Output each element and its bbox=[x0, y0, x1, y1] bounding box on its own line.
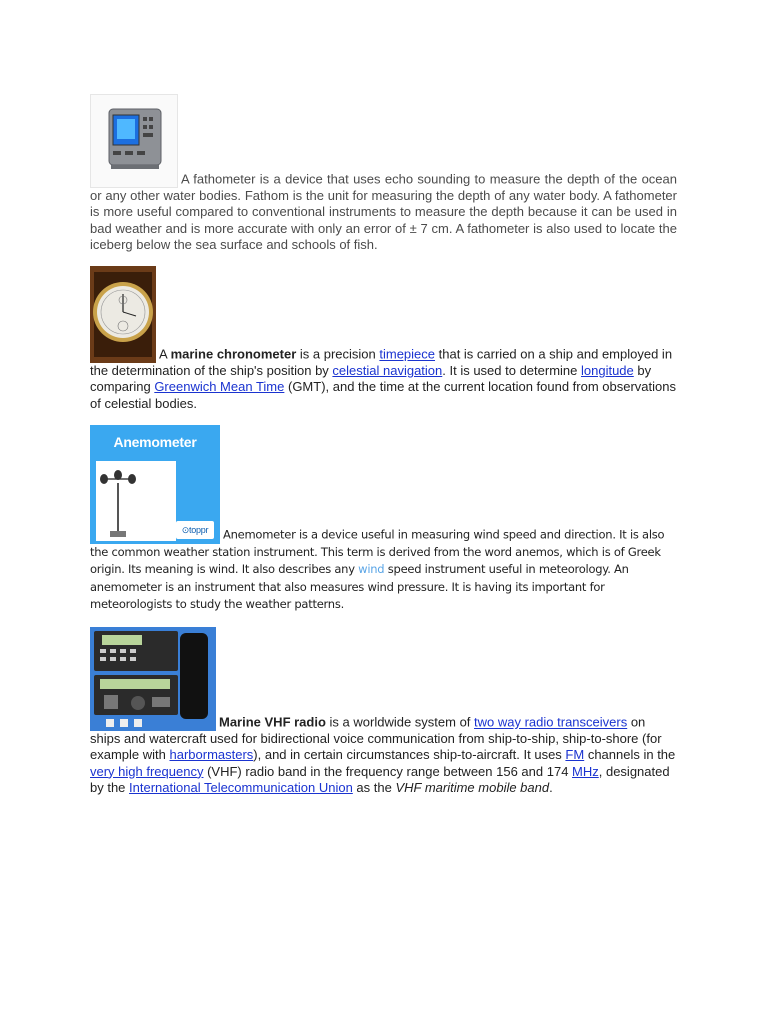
text-run: channels in the bbox=[584, 747, 676, 763]
anemometer-paragraph bbox=[90, 425, 677, 614]
text-run: . bbox=[549, 779, 553, 795]
vhf-section bbox=[90, 627, 677, 796]
anemometer-image-title: Anemometer bbox=[113, 434, 197, 450]
text-run: on ships and watercraft used for bidirectional voice communication from ship-to-ship, ship-to-shore (for example with bbox=[90, 714, 662, 763]
link-greenwich-mean-time[interactable]: Greenwich Mean Time bbox=[154, 379, 285, 395]
text-run: that is carried on a ship and employed in the determination of the ship's position by bbox=[90, 346, 673, 378]
link-celestial-navigation[interactable]: celestial navigation bbox=[332, 363, 443, 378]
link-wind[interactable]: wind bbox=[358, 562, 385, 577]
text-run: speed instrument useful in meteorology. An anemometer is an instrument that also measures wind pressure. It is having its important for meteorologists to study the weather patterns. bbox=[90, 562, 629, 612]
link-harbormasters[interactable]: harbormasters bbox=[169, 747, 254, 763]
text-run: (GMT), and the time at the current location found from observations of celestial bodies. bbox=[90, 379, 676, 411]
term-italic: VHF maritime mobile band bbox=[395, 779, 550, 795]
toppr-badge bbox=[176, 521, 214, 539]
text-run: ), and in certain circumstances ship-to-aircraft. It uses bbox=[253, 747, 566, 763]
link-fm[interactable]: FM bbox=[565, 747, 585, 763]
text-run: Anemometer is a device useful in measuring wind speed and direction. It is also the common weather station instrument. This term is derived from the word anemos, which is of Greek origin. Its meaning is wind. It also describes any bbox=[90, 527, 665, 577]
link-very-high-frequency[interactable]: very high frequency bbox=[90, 763, 204, 779]
anemometer-section bbox=[90, 425, 677, 614]
link-two-way-radio-transceivers[interactable]: two way radio transceivers bbox=[474, 714, 628, 730]
text-run: , designated by the bbox=[90, 763, 670, 795]
chronometer-section bbox=[90, 266, 677, 412]
text-run: A bbox=[159, 346, 171, 362]
vhf-paragraph bbox=[90, 627, 677, 796]
fathometer-text: A fathometer is a device that uses echo sounding to measure the depth of the ocean or any other water bodies. Fathom is the unit for measuring the depth of any water body. A fathometer is more useful compared to conventional instruments to measure the depth because it can be used in bad weather and is more accurate with only an error of ± 7 cm. A fathometer is also used to locate the iceberg below the sea surface and schools of fish. bbox=[90, 171, 677, 252]
link-mhz[interactable]: MHz bbox=[572, 763, 599, 779]
vhf-radio-image bbox=[90, 627, 216, 731]
chronometer-image bbox=[90, 266, 156, 363]
text-run: is a worldwide system of bbox=[325, 714, 475, 730]
link-timepiece[interactable]: timepiece bbox=[379, 346, 436, 362]
text-run: is a precision bbox=[296, 346, 380, 362]
toppr-logo-icon: ⊙ bbox=[181, 525, 190, 535]
toppr-brand: toppr bbox=[189, 525, 209, 535]
term-bold: Marine VHF radio bbox=[219, 714, 326, 730]
chronometer-paragraph bbox=[90, 266, 677, 412]
term-bold: marine chronometer bbox=[170, 346, 297, 362]
text-run: (VHF) radio band in the frequency range between 156 and 174 bbox=[203, 763, 573, 779]
link-longitude[interactable]: longitude bbox=[581, 363, 634, 378]
fathometer-image bbox=[90, 94, 178, 188]
link-international-telecommunication-union[interactable]: International Telecommunication Union bbox=[129, 779, 353, 795]
fathometer-paragraph bbox=[90, 94, 677, 253]
fathometer-section bbox=[90, 94, 677, 253]
anemometer-image bbox=[90, 425, 220, 544]
anemometer-photo bbox=[96, 461, 176, 541]
text-run: by comparing bbox=[90, 363, 652, 395]
text-run: . It is used to determine bbox=[442, 363, 581, 378]
text-run: as the bbox=[352, 779, 396, 795]
